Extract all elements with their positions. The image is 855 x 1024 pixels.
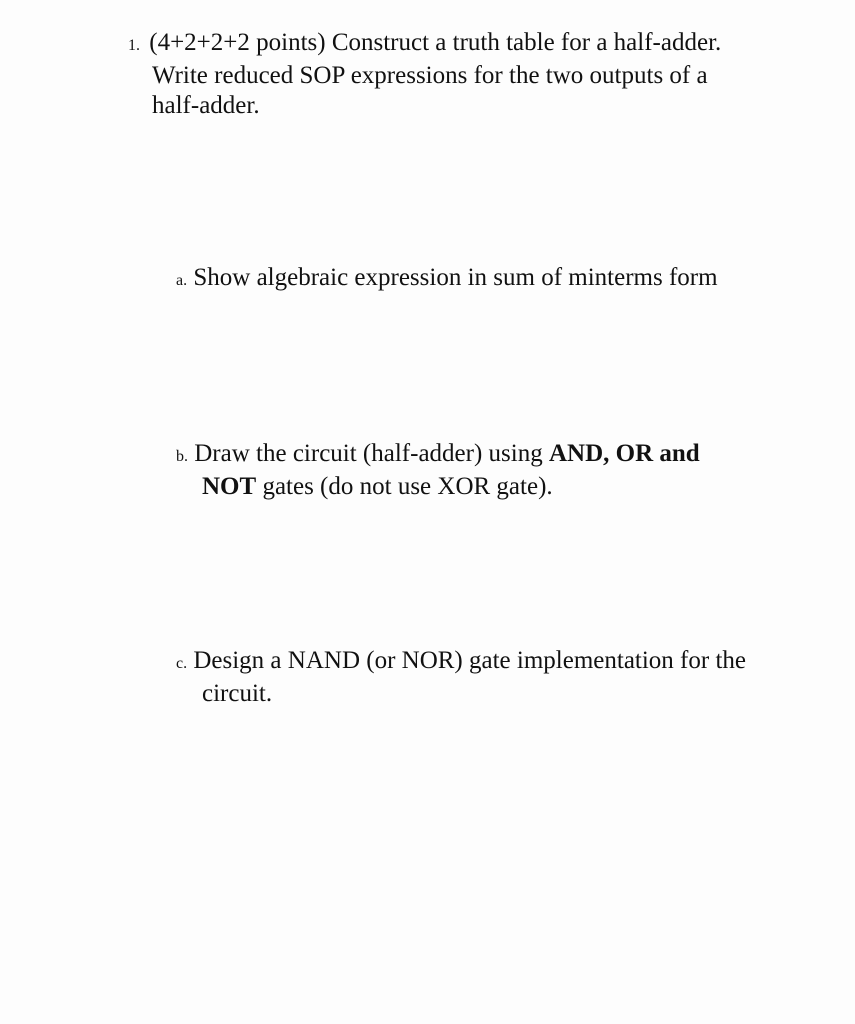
question-1 (128, 28, 768, 121)
question-text-line-2: Write reduced SOP expressions for the two outputs of a (152, 62, 708, 89)
part-a-text: Show algebraic expression in sum of minterms form (193, 264, 718, 291)
part-b-text-after: gates (do not use XOR gate). (256, 473, 553, 500)
question-number: 1. (128, 37, 140, 54)
part-a (176, 263, 718, 296)
part-a-line (176, 263, 718, 296)
question-text-line-1: (4+2+2+2 points) Construct a truth table for a half-adder. (149, 29, 722, 56)
part-c-text-line-2: circuit. (202, 680, 273, 707)
part-b (176, 439, 700, 502)
question-line-1 (128, 28, 768, 61)
part-a-marker: a. (176, 272, 188, 289)
part-b-line-1 (176, 439, 700, 472)
part-c-text-line-1: Design a NAND (or NOR) gate implementation for the (193, 647, 746, 674)
part-b-bold-not: NOT (202, 473, 257, 500)
part-b-text-before: Draw the circuit (half-adder) using (194, 440, 549, 467)
part-c-line-1 (176, 646, 746, 679)
question-text-line-3: half-adder. (152, 92, 260, 119)
part-c (176, 646, 746, 709)
part-b-line-2 (176, 472, 700, 502)
part-b-marker: b. (176, 448, 188, 465)
part-c-marker: c. (176, 655, 188, 672)
part-b-bold-gates: AND, OR and (548, 440, 700, 467)
